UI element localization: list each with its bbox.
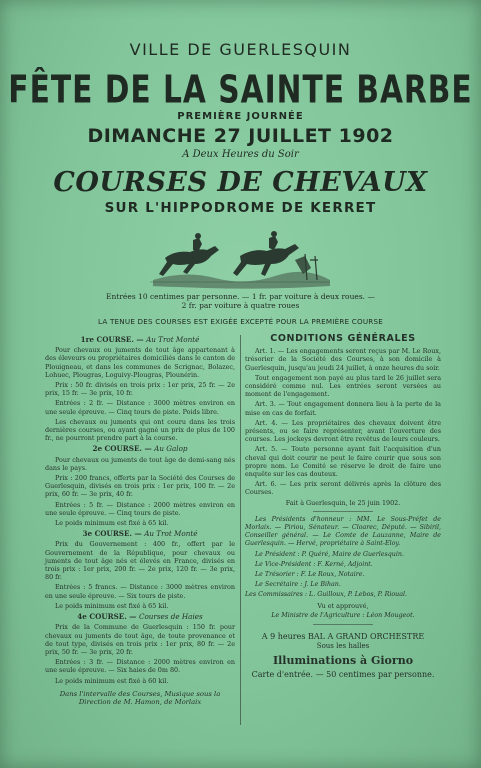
race-4-heading	[45, 613, 235, 621]
race-4-text: Prix de la Commune de Guerlesquin : 150 fr. pour chevaux ou juments de tout âge, de toute provenance et de tout type, divisés en trois prix : 1er prix, 80 fr. — 2e prix, 50 fr. — 3e prix, 20 fr.	[45, 623, 235, 656]
vice-president: Le Vice-Président : F. Kerné, Adjoint.	[255, 560, 373, 568]
entrees-line-1: Entrées 10 centimes par personne. — 1 fr. par voiture à deux roues. —	[106, 292, 375, 301]
column-divider	[240, 335, 241, 725]
race-3-type: Au Trot Monté	[144, 529, 198, 539]
halles-line: Sous les halles	[316, 642, 370, 651]
race-4-type: Courses de Haies	[138, 612, 203, 622]
article-5: Art. 5. — Toute personne ayant fait l'acquisition d'un cheval qui doit courir ne peut le faire courir que sous son propre nom. Le Comité se réserve le droit de faire une enquête sur les cas douteux.	[245, 445, 441, 479]
journee-label: PREMIÈRE JOURNÉE	[177, 111, 304, 122]
race-1-prix: Prix : 50 fr. divisés en trois prix : 1er prix, 25 fr. — 2e prix, 15 fr. — 3e prix, 10 fr.	[45, 381, 235, 398]
divider-2	[313, 624, 373, 625]
article-1: Art. 1. — Les engagements seront reçus par M. Le Roux, trésorier de la Société des Courses, à son domicile à Guerlesquin, jusqu'au jeudi 24 juillet, à onze heures du soir.	[245, 347, 441, 372]
courses-title: COURSES DE CHEVAUX	[53, 167, 428, 198]
race-1-heading	[45, 336, 235, 344]
commissaires: Les Commissaires : L. Guilloux, P. Lebos, P. Rioual.	[245, 591, 408, 599]
race-1-number: 1re COURSE. —	[80, 335, 144, 344]
race-2-number: 2e COURSE. —	[92, 444, 152, 454]
entrees-text	[0, 292, 481, 310]
race-1-text: Pour chevaux ou juments de tout âge appartenant à des éleveurs ou propriétaires domiciliés dans le canton de Plouigneau, et dans les communes de Scrignac, Bolazec, Lohuec, Plougras, Loguivy-Plougras, Plounérin.	[45, 346, 235, 379]
race-3-heading	[45, 530, 235, 538]
conditions-column	[245, 333, 441, 679]
races-column	[45, 333, 235, 706]
race-2-poids: Le poids minimum est fixé à 65 kil.	[55, 519, 169, 528]
conditions-heading: CONDITIONS GÉNÉRALES	[270, 333, 416, 344]
race-3-text: Prix du Gouvernement : 400 fr., offert par le Gouvernement de la République, pour chevaux ou juments de tout âge nés et élevés en France, divisés en trois prix : 1er prix, 200 fr. — 2e prix, 120 fr. — 3e prix, 80 fr.	[45, 540, 235, 582]
race-2-text: Pour chevaux ou juments de tout âge de demi-sang nés dans le pays.	[45, 455, 235, 472]
ministre: Le Ministre de l'Agriculture : Léon Mougeot.	[271, 611, 415, 619]
fait-line: Fait à Guerlesquin, le 25 juin 1902.	[285, 498, 401, 507]
divider	[313, 511, 373, 512]
entrees-line-2: 2 fr. par voiture à quatre roues	[181, 301, 300, 310]
bal-line: A 9 heures BAL A GRAND ORCHESTRE	[261, 632, 425, 642]
hippodrome-title: SUR L'HIPPODROME DE KERRET	[104, 200, 377, 216]
vu-approuve: Vu et approuvé,	[317, 601, 369, 610]
carte-entree: Carte d'entrée. — 50 centimes par personne.	[251, 669, 435, 679]
race-1-note: Les chevaux ou juments qui ont couru dans les trois dernières courses, ou ayant gagné un prix de plus de 100 fr., ne pourront prendre part à la course.	[45, 417, 235, 443]
race-1-type: Au Trot Monté	[146, 335, 200, 344]
presidents-honneur: Les Présidents d'honneur : MM. Le Sous-Préfet de Morlaix. — Piriou, Sénateur. — Cloarec, Député. — Sibiril, Conseiller général. — Le Comte de Lauzanne, Maire de Guerlesquin. — Hervé, propriétaire à Saint-Eloy.	[245, 515, 441, 548]
article-2: Tout engagement non payé au plus tard le 26 juillet sera considéré comme nul. Les entrées seront versées au moment de l'engagement.	[245, 373, 441, 399]
race-2-heading	[45, 445, 235, 453]
race-1-entrees: Entrées : 2 fr. — Distance : 3000 mètres environ en une seule épreuve. — Cinq tours de piste. Poids libre.	[45, 399, 235, 416]
article-3: Art. 3. — Tout engagement donnera lieu à la perte de la mise en cas de forfait.	[245, 400, 441, 417]
president: Le Président : P. Quéré, Maire de Guerlesquin.	[255, 550, 404, 558]
illuminations: Illuminations à Giorno	[272, 653, 414, 667]
race-4-number: 4e COURSE. —	[77, 612, 137, 622]
town-title: VILLE DE GUERLESQUIN	[129, 40, 352, 59]
horse-race-engraving	[145, 220, 335, 292]
tenue-notice: LA TENUE DES COURSES EST EXIGÉE EXCEPTÉ POUR LA PREMIÈRE COURSE	[97, 317, 383, 326]
fete-title: FÊTE DE LA SAINTE BARBE	[8, 67, 473, 112]
race-2-entrees: Entrées : 5 fr. — Distance : 2000 mètres environ en une seule épreuve. — Cinq tours de piste.	[45, 500, 235, 517]
music-footer: Dans l'intervalle des Courses, Musique sous la Direction de M. Hamon, de Morlaix	[59, 689, 221, 706]
race-4-poids: Le poids minimum est fixé à 60 kil.	[55, 676, 169, 685]
article-4: Art. 4. — Les propriétaires des chevaux doivent être présents, ou se faire représenter, avant l'ouverture des courses. Les jockeys devront être revêtus de leurs couleurs.	[245, 418, 441, 444]
race-3-entrees: Entrées : 5 francs. — Distance : 3000 mètres environ en une seule épreuve. — Six tours de piste.	[45, 583, 235, 600]
race-2-prix: Prix : 200 francs, offerts par la Société des Courses de Guerlesquin, divisés en trois prix : 1er prix, 100 fr. — 2e prix, 60 fr. — 3e prix, 40 fr.	[45, 474, 235, 499]
secretaire: Le Secrétaire : J. Le Bihan.	[255, 581, 341, 589]
date-title: DIMANCHE 27 JUILLET 1902	[87, 125, 394, 147]
race-4-entrees: Entrées : 3 fr. — Distance : 2000 mètres environ en une seule épreuve. — Six haies de 0m 80.	[45, 658, 235, 675]
race-3-poids: Le poids minimum est fixé à 65 kil.	[55, 601, 169, 610]
heure-label: A Deux Heures du Soir	[182, 149, 299, 160]
article-6: Art. 6. — Les prix seront délivrés après la clôture des Courses.	[245, 480, 441, 497]
tresorier: Le Trésorier : F. Le Roux, Notaire.	[255, 571, 365, 579]
race-3-number: 3e COURSE. —	[82, 529, 142, 539]
race-2-type: Au Galop	[154, 444, 188, 454]
